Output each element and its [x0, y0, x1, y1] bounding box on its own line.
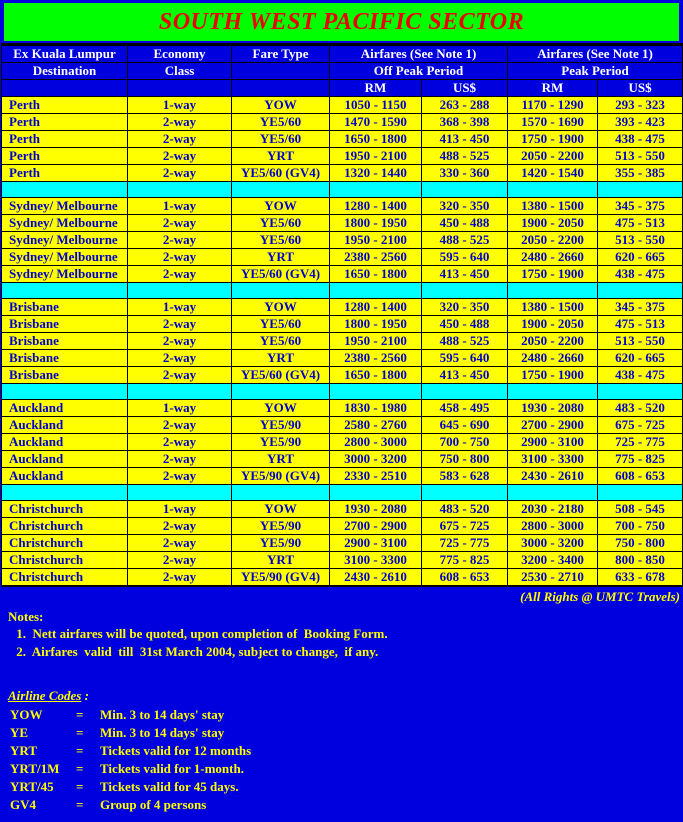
- fare-type-cell: YE5/90: [232, 417, 330, 434]
- class-cell: 1-way: [128, 198, 232, 215]
- airline-code-line: [10, 796, 683, 814]
- notes-label: Notes:: [8, 609, 44, 624]
- airline-code: GV4: [10, 797, 36, 812]
- table-row: [2, 148, 683, 165]
- airline-code-line: [10, 778, 683, 796]
- separator-cell: [422, 182, 508, 198]
- table-row: [2, 569, 683, 587]
- destination-cell: Christchurch: [2, 535, 128, 552]
- rights-notice: (All Rights @ UMTC Travels): [520, 589, 680, 604]
- fare-type-cell: YE5/60: [232, 131, 330, 148]
- class-cell: 2-way: [128, 350, 232, 367]
- destination-cell: Brisbane: [2, 316, 128, 333]
- note-line: 2. Airfares valid till 31st March 2004, subject to change, if any.: [13, 644, 379, 659]
- class-cell: 2-way: [128, 266, 232, 283]
- table-row: [2, 451, 683, 468]
- header-row-3: [2, 80, 683, 97]
- airline-code-line: [10, 724, 683, 742]
- header-class-line2: Class: [128, 63, 232, 80]
- table-row: [2, 249, 683, 266]
- peak-usd-cell: 483 - 520: [598, 400, 683, 417]
- offpeak-usd-cell: 488 - 525: [422, 148, 508, 165]
- airline-codes-list: [0, 706, 683, 814]
- peak-rm-cell: 1170 - 1290: [508, 97, 598, 114]
- peak-rm-cell: 3000 - 3200: [508, 535, 598, 552]
- offpeak-rm-cell: 1050 - 1150: [330, 97, 422, 114]
- separator-cell: [232, 485, 330, 501]
- fare-table-header: [2, 45, 683, 97]
- destination-cell: Sydney/ Melbourne: [2, 232, 128, 249]
- separator-cell: [422, 485, 508, 501]
- fare-type-cell: YE5/60: [232, 114, 330, 131]
- offpeak-usd-cell: 595 - 640: [422, 350, 508, 367]
- class-cell: 1-way: [128, 400, 232, 417]
- separator-cell: [128, 283, 232, 299]
- table-row: [2, 198, 683, 215]
- offpeak-rm-cell: 1800 - 1950: [330, 215, 422, 232]
- destination-cell: Auckland: [2, 451, 128, 468]
- note-line: 1. Nett airfares will be quoted, upon completion of Booking Form.: [13, 626, 388, 641]
- header-fare-type: Fare Type: [232, 45, 330, 63]
- peak-usd-cell: 700 - 750: [598, 518, 683, 535]
- offpeak-rm-cell: 1650 - 1800: [330, 266, 422, 283]
- table-row: [2, 518, 683, 535]
- peak-usd-cell: 620 - 665: [598, 350, 683, 367]
- header-offpeak-line2: Off Peak Period: [330, 63, 508, 80]
- airline-code-line: [10, 742, 683, 760]
- class-cell: 2-way: [128, 232, 232, 249]
- class-cell: 2-way: [128, 249, 232, 266]
- offpeak-rm-cell: 2580 - 2760: [330, 417, 422, 434]
- class-cell: 2-way: [128, 333, 232, 350]
- separator-cell: [508, 485, 598, 501]
- destination-cell: Perth: [2, 148, 128, 165]
- class-cell: 2-way: [128, 148, 232, 165]
- fare-sheet-page: [0, 3, 683, 822]
- peak-usd-cell: 293 - 323: [598, 97, 683, 114]
- fare-type-cell: YOW: [232, 198, 330, 215]
- airline-code-line: [10, 760, 683, 778]
- destination-cell: Christchurch: [2, 518, 128, 535]
- separator-cell: [422, 283, 508, 299]
- separator-cell: [508, 182, 598, 198]
- peak-usd-cell: 775 - 825: [598, 451, 683, 468]
- table-row: [2, 552, 683, 569]
- separator-cell: [128, 182, 232, 198]
- peak-rm-cell: 2480 - 2660: [508, 249, 598, 266]
- fare-type-cell: YE5/90: [232, 535, 330, 552]
- offpeak-usd-cell: 368 - 398: [422, 114, 508, 131]
- offpeak-usd-cell: 700 - 750: [422, 434, 508, 451]
- fare-type-cell: YE5/60 (GV4): [232, 165, 330, 182]
- offpeak-rm-cell: 1950 - 2100: [330, 333, 422, 350]
- peak-rm-cell: 1900 - 2050: [508, 316, 598, 333]
- peak-rm-cell: 1750 - 1900: [508, 367, 598, 384]
- equals-sign: =: [76, 779, 84, 794]
- header-peak-usd: US$: [598, 80, 683, 97]
- peak-rm-cell: 2900 - 3100: [508, 434, 598, 451]
- offpeak-usd-cell: 320 - 350: [422, 299, 508, 316]
- offpeak-rm-cell: 2380 - 2560: [330, 249, 422, 266]
- peak-usd-cell: 345 - 375: [598, 299, 683, 316]
- separator-cell: [330, 485, 422, 501]
- separator-cell: [128, 384, 232, 400]
- separator-cell: [2, 182, 128, 198]
- offpeak-usd-cell: 483 - 520: [422, 501, 508, 518]
- offpeak-usd-cell: 413 - 450: [422, 131, 508, 148]
- fare-table-body: [2, 97, 683, 587]
- separator-cell: [508, 283, 598, 299]
- offpeak-usd-cell: 775 - 825: [422, 552, 508, 569]
- peak-rm-cell: 2430 - 2610: [508, 468, 598, 485]
- fare-type-cell: YRT: [232, 148, 330, 165]
- class-cell: 2-way: [128, 114, 232, 131]
- peak-rm-cell: 2030 - 2180: [508, 501, 598, 518]
- offpeak-usd-cell: 413 - 450: [422, 266, 508, 283]
- airline-code: YE: [10, 725, 29, 740]
- peak-usd-cell: 620 - 665: [598, 249, 683, 266]
- peak-rm-cell: 1750 - 1900: [508, 131, 598, 148]
- fare-type-cell: YE5/60: [232, 316, 330, 333]
- airline-codes-label: [8, 688, 683, 704]
- destination-cell: Perth: [2, 97, 128, 114]
- table-row: [2, 367, 683, 384]
- table-row: [2, 434, 683, 451]
- offpeak-usd-cell: 675 - 725: [422, 518, 508, 535]
- header-destination-line1: Ex Kuala Lumpur: [2, 45, 128, 63]
- peak-usd-cell: 725 - 775: [598, 434, 683, 451]
- peak-usd-cell: 475 - 513: [598, 215, 683, 232]
- class-cell: 2-way: [128, 131, 232, 148]
- fare-type-cell: YOW: [232, 400, 330, 417]
- header-empty-3: [232, 80, 330, 97]
- offpeak-usd-cell: 330 - 360: [422, 165, 508, 182]
- fare-type-cell: YOW: [232, 97, 330, 114]
- class-cell: 2-way: [128, 417, 232, 434]
- table-row: [2, 165, 683, 182]
- fare-type-cell: YRT: [232, 249, 330, 266]
- separator-cell: [232, 384, 330, 400]
- destination-cell: Christchurch: [2, 569, 128, 587]
- offpeak-rm-cell: 3100 - 3300: [330, 552, 422, 569]
- peak-rm-cell: 1900 - 2050: [508, 215, 598, 232]
- table-row: [2, 215, 683, 232]
- class-cell: 1-way: [128, 501, 232, 518]
- airline-code-line: [10, 706, 683, 724]
- peak-rm-cell: 1930 - 2080: [508, 400, 598, 417]
- fare-type-cell: YE5/60 (GV4): [232, 367, 330, 384]
- class-cell: 2-way: [128, 552, 232, 569]
- peak-usd-cell: 608 - 653: [598, 468, 683, 485]
- airline-code: YRT/45: [10, 779, 54, 794]
- destination-cell: Christchurch: [2, 552, 128, 569]
- destination-cell: Auckland: [2, 434, 128, 451]
- fare-type-cell: YRT: [232, 350, 330, 367]
- header-empty-2: [128, 80, 232, 97]
- offpeak-rm-cell: 1470 - 1590: [330, 114, 422, 131]
- peak-usd-cell: 438 - 475: [598, 131, 683, 148]
- separator-row: [2, 485, 683, 501]
- table-row: [2, 350, 683, 367]
- offpeak-rm-cell: 1280 - 1400: [330, 299, 422, 316]
- class-cell: 2-way: [128, 451, 232, 468]
- peak-rm-cell: 2480 - 2660: [508, 350, 598, 367]
- airline-code-meaning: Tickets valid for 1-month.: [100, 761, 244, 776]
- peak-rm-cell: 1570 - 1690: [508, 114, 598, 131]
- table-row: [2, 333, 683, 350]
- offpeak-usd-cell: 595 - 640: [422, 249, 508, 266]
- peak-rm-cell: 2530 - 2710: [508, 569, 598, 587]
- header-peak-rm: RM: [508, 80, 598, 97]
- separator-row: [2, 283, 683, 299]
- offpeak-usd-cell: 458 - 495: [422, 400, 508, 417]
- airline-code-meaning: Group of 4 persons: [100, 797, 207, 812]
- class-cell: 2-way: [128, 569, 232, 587]
- separator-cell: [330, 384, 422, 400]
- airline-code: YRT/1M: [10, 761, 60, 776]
- separator-cell: [598, 283, 683, 299]
- separator-cell: [422, 384, 508, 400]
- separator-cell: [330, 283, 422, 299]
- header-fare-type-empty: [232, 63, 330, 80]
- offpeak-rm-cell: 2900 - 3100: [330, 535, 422, 552]
- offpeak-usd-cell: 320 - 350: [422, 198, 508, 215]
- peak-usd-cell: 355 - 385: [598, 165, 683, 182]
- destination-cell: Auckland: [2, 468, 128, 485]
- destination-cell: Sydney/ Melbourne: [2, 249, 128, 266]
- class-cell: 2-way: [128, 468, 232, 485]
- header-offpeak-rm: RM: [330, 80, 422, 97]
- peak-rm-cell: 1420 - 1540: [508, 165, 598, 182]
- offpeak-usd-cell: 488 - 525: [422, 232, 508, 249]
- fare-type-cell: YE5/60: [232, 232, 330, 249]
- destination-cell: Brisbane: [2, 350, 128, 367]
- separator-cell: [232, 283, 330, 299]
- class-cell: 2-way: [128, 434, 232, 451]
- airline-code-meaning: Min. 3 to 14 days' stay: [100, 707, 225, 722]
- notes-list: [0, 625, 683, 661]
- table-row: [2, 266, 683, 283]
- offpeak-rm-cell: 1280 - 1400: [330, 198, 422, 215]
- offpeak-usd-cell: 413 - 450: [422, 367, 508, 384]
- table-row: [2, 501, 683, 518]
- offpeak-usd-cell: 750 - 800: [422, 451, 508, 468]
- offpeak-usd-cell: 450 - 488: [422, 215, 508, 232]
- class-cell: 2-way: [128, 215, 232, 232]
- equals-sign: =: [76, 761, 84, 776]
- offpeak-rm-cell: 1320 - 1440: [330, 165, 422, 182]
- separator-row: [2, 182, 683, 198]
- header-class-line1: Economy: [128, 45, 232, 63]
- separator-cell: [2, 283, 128, 299]
- peak-rm-cell: 3200 - 3400: [508, 552, 598, 569]
- table-row: [2, 535, 683, 552]
- peak-usd-cell: 508 - 545: [598, 501, 683, 518]
- table-row: [2, 400, 683, 417]
- offpeak-rm-cell: 1800 - 1950: [330, 316, 422, 333]
- table-row: [2, 468, 683, 485]
- separator-cell: [2, 384, 128, 400]
- header-row-2: [2, 63, 683, 80]
- fare-type-cell: YOW: [232, 299, 330, 316]
- class-cell: 2-way: [128, 367, 232, 384]
- peak-rm-cell: 3100 - 3300: [508, 451, 598, 468]
- destination-cell: Perth: [2, 114, 128, 131]
- separator-cell: [2, 485, 128, 501]
- offpeak-rm-cell: 1650 - 1800: [330, 131, 422, 148]
- header-offpeak-usd: US$: [422, 80, 508, 97]
- equals-sign: =: [76, 797, 84, 812]
- offpeak-usd-cell: 583 - 628: [422, 468, 508, 485]
- fare-type-cell: YE5/60 (GV4): [232, 266, 330, 283]
- offpeak-rm-cell: 2330 - 2510: [330, 468, 422, 485]
- table-row: [2, 114, 683, 131]
- offpeak-rm-cell: 3000 - 3200: [330, 451, 422, 468]
- airline-code-meaning: Tickets valid for 12 months: [100, 743, 252, 758]
- destination-cell: Perth: [2, 131, 128, 148]
- equals-sign: =: [76, 743, 84, 758]
- class-cell: 1-way: [128, 299, 232, 316]
- table-row: [2, 417, 683, 434]
- offpeak-rm-cell: 1930 - 2080: [330, 501, 422, 518]
- header-row-1: [2, 45, 683, 63]
- header-offpeak-line1: Airfares (See Note 1): [330, 45, 508, 63]
- header-peak-line2: Peak Period: [508, 63, 683, 80]
- equals-sign: =: [76, 725, 84, 740]
- offpeak-rm-cell: 1950 - 2100: [330, 232, 422, 249]
- separator-row: [2, 384, 683, 400]
- separator-cell: [598, 384, 683, 400]
- table-row: [2, 316, 683, 333]
- offpeak-rm-cell: 2700 - 2900: [330, 518, 422, 535]
- offpeak-rm-cell: 2430 - 2610: [330, 569, 422, 587]
- peak-rm-cell: 1380 - 1500: [508, 299, 598, 316]
- header-destination-line2: Destination: [2, 63, 128, 80]
- fare-type-cell: YOW: [232, 501, 330, 518]
- fare-type-cell: YRT: [232, 451, 330, 468]
- peak-usd-cell: 513 - 550: [598, 333, 683, 350]
- class-cell: 2-way: [128, 165, 232, 182]
- airline-codes-label-text: Airline Codes: [8, 688, 82, 703]
- airline-codes-label-colon: :: [81, 688, 89, 703]
- offpeak-usd-cell: 488 - 525: [422, 333, 508, 350]
- header-empty-1: [2, 80, 128, 97]
- peak-rm-cell: 2700 - 2900: [508, 417, 598, 434]
- peak-rm-cell: 2050 - 2200: [508, 232, 598, 249]
- class-cell: 2-way: [128, 535, 232, 552]
- peak-usd-cell: 393 - 423: [598, 114, 683, 131]
- class-cell: 2-way: [128, 518, 232, 535]
- destination-cell: Brisbane: [2, 333, 128, 350]
- fare-type-cell: YE5/90: [232, 434, 330, 451]
- offpeak-rm-cell: 2800 - 3000: [330, 434, 422, 451]
- header-peak-line1: Airfares (See Note 1): [508, 45, 683, 63]
- separator-cell: [232, 182, 330, 198]
- peak-rm-cell: 2050 - 2200: [508, 333, 598, 350]
- peak-usd-cell: 800 - 850: [598, 552, 683, 569]
- class-cell: 2-way: [128, 316, 232, 333]
- offpeak-usd-cell: 608 - 653: [422, 569, 508, 587]
- peak-usd-cell: 750 - 800: [598, 535, 683, 552]
- fare-table: [1, 43, 683, 587]
- offpeak-usd-cell: 645 - 690: [422, 417, 508, 434]
- peak-usd-cell: 513 - 550: [598, 232, 683, 249]
- offpeak-rm-cell: 2380 - 2560: [330, 350, 422, 367]
- separator-cell: [508, 384, 598, 400]
- peak-usd-cell: 675 - 725: [598, 417, 683, 434]
- offpeak-rm-cell: 1650 - 1800: [330, 367, 422, 384]
- peak-rm-cell: 1750 - 1900: [508, 266, 598, 283]
- peak-usd-cell: 438 - 475: [598, 367, 683, 384]
- fare-type-cell: YE5/90: [232, 518, 330, 535]
- destination-cell: Perth: [2, 165, 128, 182]
- equals-sign: =: [76, 707, 84, 722]
- fare-type-cell: YRT: [232, 552, 330, 569]
- peak-usd-cell: 345 - 375: [598, 198, 683, 215]
- peak-usd-cell: 633 - 678: [598, 569, 683, 587]
- airline-code-meaning: Tickets valid for 45 days.: [100, 779, 239, 794]
- table-row: [2, 299, 683, 316]
- fare-type-cell: YE5/90 (GV4): [232, 569, 330, 587]
- separator-cell: [598, 485, 683, 501]
- airline-code: YOW: [10, 707, 43, 722]
- sector-title-bar: [4, 3, 679, 41]
- airline-code-meaning: Min. 3 to 14 days' stay: [100, 725, 225, 740]
- fare-type-cell: YE5/60: [232, 333, 330, 350]
- peak-rm-cell: 2050 - 2200: [508, 148, 598, 165]
- offpeak-rm-cell: 1830 - 1980: [330, 400, 422, 417]
- destination-cell: Sydney/ Melbourne: [2, 215, 128, 232]
- table-row: [2, 97, 683, 114]
- peak-rm-cell: 2800 - 3000: [508, 518, 598, 535]
- separator-cell: [598, 182, 683, 198]
- fare-type-cell: YE5/90 (GV4): [232, 468, 330, 485]
- footer: [0, 589, 683, 814]
- offpeak-usd-cell: 450 - 488: [422, 316, 508, 333]
- destination-cell: Auckland: [2, 417, 128, 434]
- destination-cell: Sydney/ Melbourne: [2, 198, 128, 215]
- destination-cell: Auckland: [2, 400, 128, 417]
- offpeak-usd-cell: 263 - 288: [422, 97, 508, 114]
- destination-cell: Sydney/ Melbourne: [2, 266, 128, 283]
- airline-code: YRT: [10, 743, 37, 758]
- offpeak-usd-cell: 725 - 775: [422, 535, 508, 552]
- table-row: [2, 232, 683, 249]
- table-row: [2, 131, 683, 148]
- peak-usd-cell: 475 - 513: [598, 316, 683, 333]
- peak-rm-cell: 1380 - 1500: [508, 198, 598, 215]
- fare-type-cell: YE5/60: [232, 215, 330, 232]
- destination-cell: Christchurch: [2, 501, 128, 518]
- separator-cell: [128, 485, 232, 501]
- peak-usd-cell: 438 - 475: [598, 266, 683, 283]
- class-cell: 1-way: [128, 97, 232, 114]
- page-title: SOUTH WEST PACIFIC SECTOR: [158, 8, 525, 35]
- destination-cell: Brisbane: [2, 367, 128, 384]
- destination-cell: Brisbane: [2, 299, 128, 316]
- separator-cell: [330, 182, 422, 198]
- peak-usd-cell: 513 - 550: [598, 148, 683, 165]
- offpeak-rm-cell: 1950 - 2100: [330, 148, 422, 165]
